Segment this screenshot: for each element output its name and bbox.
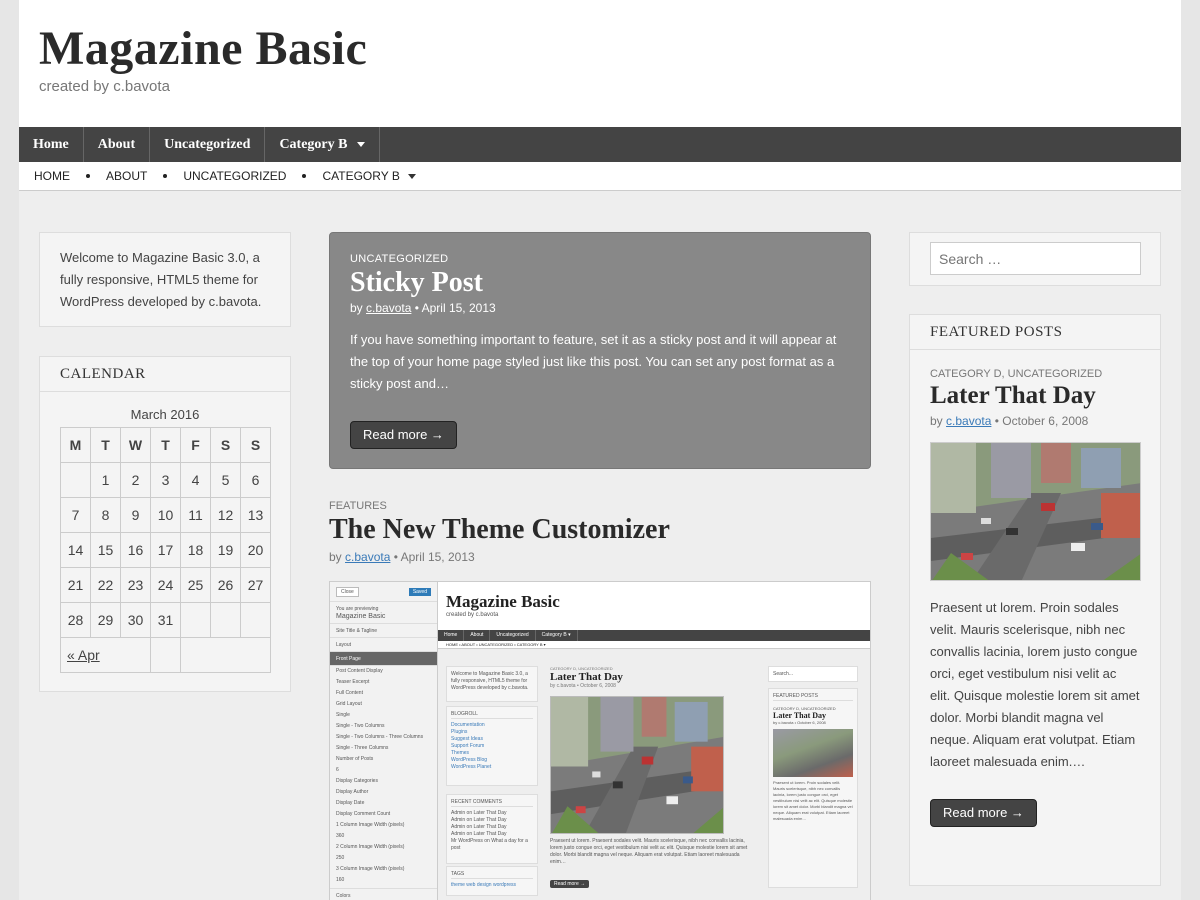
preview-blogroll-link: Documentation [451, 722, 485, 728]
featured-post-author[interactable]: c.bavota [946, 414, 992, 428]
post-author[interactable]: c.bavota [345, 550, 391, 564]
customizer-option: Grid Layout [336, 701, 362, 707]
customizer-option: Display Categories [336, 778, 378, 784]
preview-comment: Mr WordPress on What a day for a post [451, 838, 528, 851]
preview-blogroll-link: WordPress Blog [451, 757, 488, 763]
main-nav-about[interactable] [84, 127, 150, 162]
customizer-option: Display Author [336, 789, 369, 795]
calendar-day-header: S [241, 428, 271, 463]
preview-comment: Admin on Later That Day [451, 824, 507, 830]
preview-nav-item: About [464, 630, 490, 641]
calendar-day: 25 [181, 568, 211, 603]
calendar-week-row [61, 498, 271, 533]
main-nav-category-b[interactable] [265, 127, 380, 162]
preview-comments [446, 794, 538, 864]
preview-side-text: Praesent ut lorem. Proin sodales velit. Mauris scelerisque, nibh nec convallis lacinia, lorem justo congue orci, eget vestibulum nisi velit ac elit. Quisque molestie lorem sit amet dolor. Morbi blandit magna vel neque. Aliquam erat volutpat. Etiam laoreet malesuada enim… [773, 780, 853, 821]
calendar-nav-row [61, 638, 271, 673]
preview-blogroll-list [451, 722, 533, 771]
sub-nav [19, 162, 1181, 191]
calendar-day-header: F [181, 428, 211, 463]
sub-nav-category-b-label: CATEGORY B [322, 169, 400, 183]
calendar-day: 12 [211, 498, 241, 533]
calendar-widget [39, 356, 291, 692]
preview-blogroll-link: Support Forum [451, 743, 485, 749]
customizer-option: Display Date [336, 800, 365, 806]
preview-comment: Admin on Later That Day [451, 817, 507, 823]
featured-read-more-button[interactable]: Read more → [930, 799, 1037, 827]
calendar-caption: March 2016 [130, 407, 200, 422]
customizer-option: Single - Three Columns [336, 745, 389, 751]
preview-post-text: Praesent ut lorem. Praesent sodales velit. Mauris scelerisque, nibh nec convallis lacinia, lorem justo congue orci, eget vestibulum nisi velit ac elit. Quisque molestie lorem sit amet dolor. Morbi blandit magna vel neque. Aliquam erat volutpat. Etiam laoreet malesuada enim… [550, 838, 748, 865]
preview-header [438, 582, 870, 630]
preview-comment-list [451, 810, 533, 852]
site-header [19, 0, 1181, 127]
preview-blogroll [446, 706, 538, 786]
customizer-theme: Magazine Basic [336, 613, 386, 620]
sticky-post-author[interactable]: c.bavota [366, 301, 412, 315]
bullet-separator [86, 174, 90, 178]
customizer-option: Number of Posts [336, 756, 374, 762]
calendar-day: 27 [241, 568, 271, 603]
preview-nav-item: Category B ▾ [536, 630, 578, 641]
featured-post-date: • October 6, 2008 [994, 414, 1089, 428]
welcome-text: Welcome to Magazine Basic 3.0, a fully responsive, HTML5 theme for WordPress developed by c.bavota. [60, 250, 262, 309]
customizer-option: Display Comment Count [336, 811, 391, 817]
preview-comment: Admin on Later That Day [451, 810, 507, 816]
bullet-separator [302, 174, 306, 178]
customizer-row: Front Page [330, 652, 437, 666]
customizer-option: Post Content Display [336, 668, 383, 674]
calendar-table [60, 427, 271, 673]
sub-nav-about[interactable]: ABOUT [106, 169, 148, 183]
main-nav-home[interactable] [19, 127, 84, 162]
calendar-day-header: S [211, 428, 241, 463]
preview-nav-item: Uncategorized [490, 630, 535, 641]
calendar-day-header: W [121, 428, 151, 463]
welcome-text-widget [39, 232, 291, 327]
by-label: by [350, 301, 363, 315]
chevron-down-icon [408, 174, 416, 179]
preview-blogroll-link: Suggest Ideas [451, 736, 483, 742]
main-nav-category-b-label: Category B [279, 137, 348, 152]
calendar-day: 6 [241, 463, 271, 498]
calendar-day: 26 [211, 568, 241, 603]
calendar-day: 15 [91, 533, 121, 568]
preview-post-title: Later That Day [550, 671, 623, 683]
preview-city-image [550, 696, 724, 834]
calendar-next-cell [181, 638, 271, 673]
customizer-close: Close [336, 587, 359, 597]
calendar-day: 19 [211, 533, 241, 568]
calendar-day: 13 [241, 498, 271, 533]
customizer-option: 6 [336, 767, 339, 773]
featured-posts-title: FEATURED POSTS [910, 315, 1160, 350]
customizer-option: Single - Two Columns [336, 723, 385, 729]
sticky-post-title[interactable]: Sticky Post [350, 267, 483, 298]
calendar-day: 22 [91, 568, 121, 603]
preview-blogroll-link: Themes [451, 750, 470, 756]
city-image-svg [551, 697, 724, 834]
sticky-post [329, 232, 871, 469]
preview-site-title: Magazine Basic [446, 592, 560, 611]
featured-post-category[interactable]: CATEGORY D, UNCATEGORIZED [930, 368, 1103, 380]
customizer-option: Teaser Excerpt [336, 679, 370, 685]
customizer-option: 250 [336, 855, 345, 861]
calendar-day: 20 [241, 533, 271, 568]
preview-blogroll-link: Plugins [451, 729, 468, 735]
main-nav-uncategorized[interactable] [150, 127, 265, 162]
post-title[interactable]: The New Theme Customizer [329, 514, 670, 545]
preview-read-more: Read more → [550, 880, 589, 888]
calendar-day: 28 [61, 603, 91, 638]
preview-comments-title: RECENT COMMENTS [451, 799, 533, 807]
calendar-day: 10 [151, 498, 181, 533]
preview-blogroll-link: WordPress Planet [451, 764, 492, 770]
customizer-row: Layout [330, 638, 437, 652]
calendar-empty-cell [241, 603, 271, 638]
calendar-day: 18 [181, 533, 211, 568]
customizer-saved: Saved [409, 588, 431, 596]
customizer-previewing-label: You are previewing [336, 606, 379, 612]
by-label: by [329, 550, 342, 564]
calendar-day: 1 [91, 463, 121, 498]
customizer-option: Full Content [336, 690, 363, 696]
preview-site-desc: created by c.bavota [446, 612, 499, 618]
featured-post-image[interactable] [930, 442, 1141, 581]
preview-featured [768, 688, 858, 888]
post-category[interactable]: FEATURES [329, 500, 387, 512]
customizer-topbar [330, 582, 437, 602]
customizer-option: 160 [336, 877, 345, 883]
preview-side-cat: CATEGORY D, UNCATEGORIZED [773, 706, 836, 711]
customizer-panel [330, 582, 438, 900]
calendar-week-row [61, 568, 271, 603]
preview-nav-item: Home [438, 630, 464, 641]
chevron-down-icon [357, 142, 365, 147]
sticky-post-meta [350, 301, 850, 315]
preview-post-cat: CATEGORY D, UNCATEGORIZED [550, 666, 613, 671]
customizer-option: 1 Column Image Width (pixels) [336, 822, 405, 828]
post-meta [329, 550, 871, 564]
calendar-day: 30 [121, 603, 151, 638]
preview-search: Search... [768, 666, 858, 682]
calendar-pad [151, 638, 181, 673]
preview-tag-links: theme web design wordpress [451, 882, 517, 888]
preview-area [438, 582, 870, 900]
search-input[interactable] [930, 242, 1141, 275]
sticky-post-category[interactable]: UNCATEGORIZED [350, 253, 449, 265]
customizer-option: Single [336, 712, 350, 718]
main-nav-uncategorized-label: Uncategorized [164, 137, 251, 152]
featured-post-excerpt: Praesent ut lorem. Proin sodales velit. Mauris scelerisque, nibh nec convallis lacinia, lorem justo congue orci, eget vestibulum nisi velit ac elit. Quisque molestie lorem sit amet dolor. Morbi blandit magna vel neque. Aliquam erat volutpat. Etiam laoreet malesuada enim.… [930, 600, 1140, 769]
page [19, 0, 1181, 900]
preview-nav [438, 630, 870, 641]
customizer-option: 3 Column Image Width (pixels) [336, 866, 405, 872]
featured-posts-widget [909, 314, 1161, 886]
calendar-day: 4 [181, 463, 211, 498]
sticky-read-more-button[interactable]: Read more → [350, 421, 457, 449]
post-date: • April 15, 2013 [393, 550, 475, 564]
site-title[interactable]: Magazine Basic [39, 22, 368, 75]
preview-featured-title: FEATURED POSTS [773, 693, 853, 701]
customizer-option: Single - Two Columns - Three Columns [336, 734, 424, 740]
calendar-day: 21 [61, 568, 91, 603]
calendar-day: 17 [151, 533, 181, 568]
calendar-day: 3 [151, 463, 181, 498]
calendar-day: 7 [61, 498, 91, 533]
calendar-day: 9 [121, 498, 151, 533]
featured-post-meta [930, 414, 1140, 428]
bullet-separator [163, 174, 167, 178]
calendar-title: CALENDAR [40, 357, 290, 392]
calendar-week-row [61, 463, 271, 498]
main-nav [19, 127, 1181, 162]
calendar-day: 8 [91, 498, 121, 533]
post-featured-image[interactable] [329, 581, 871, 900]
main-nav-home-label: Home [33, 137, 69, 152]
calendar-day: 16 [121, 533, 151, 568]
main-nav-about-label: About [97, 137, 136, 152]
customizer-option: 2 Column Image Width (pixels) [336, 844, 405, 850]
sub-nav-home[interactable]: HOME [34, 169, 70, 183]
preview-side-meta: by c.bavota • October 6, 2008 [773, 720, 826, 725]
preview-side-image [773, 729, 853, 777]
featured-post-title[interactable]: Later That Day [930, 382, 1096, 409]
preview-side-title: Later That Day [773, 711, 827, 720]
preview-tags [446, 866, 538, 896]
calendar-prev-link[interactable]: « Apr [61, 638, 151, 673]
sticky-post-date: • April 15, 2013 [414, 301, 496, 315]
city-image-svg [931, 443, 1141, 581]
sub-nav-category-b[interactable] [322, 169, 415, 183]
calendar-empty-cell [181, 603, 211, 638]
calendar-day: 11 [181, 498, 211, 533]
calendar-header-row [61, 428, 271, 463]
preview-post-meta: by c.bavota • October 6, 2008 [550, 683, 616, 689]
calendar-empty-cell [211, 603, 241, 638]
customizer-options [330, 666, 437, 886]
calendar-day-header: M [61, 428, 91, 463]
preview-welcome: Welcome to Magazine Basic 3.0, a fully responsive, HTML5 theme for WordPress developed by c.bavota. [446, 666, 538, 702]
calendar-day: 14 [61, 533, 91, 568]
search-widget [909, 232, 1161, 286]
customizer-option: 360 [336, 833, 345, 839]
sticky-post-excerpt: If you have something important to feature, set it as a sticky post and it will appear at the top of your home page styled just like this post. You can set any post format as a sticky post and… [350, 332, 837, 391]
customizer-colors: Colors [330, 888, 437, 900]
calendar-day: 24 [151, 568, 181, 603]
calendar-day-header: T [91, 428, 121, 463]
featured-post [910, 350, 1160, 847]
by-label: by [930, 414, 943, 428]
calendar-week-row [61, 533, 271, 568]
customizer-row: Site Title & Tagline [330, 624, 437, 638]
calendar-day: 31 [151, 603, 181, 638]
calendar-empty-cell [61, 463, 91, 498]
preview-tags-title: TAGS [451, 871, 533, 879]
calendar-day: 2 [121, 463, 151, 498]
site-description: created by c.bavota [39, 78, 170, 95]
preview-post [550, 666, 754, 689]
post-theme-customizer [329, 500, 871, 564]
preview-comment: Admin on Later That Day [451, 831, 507, 837]
sub-nav-uncategorized[interactable]: UNCATEGORIZED [183, 169, 287, 183]
calendar-week-row [61, 603, 271, 638]
preview-subnav: HOME • ABOUT • UNCATEGORIZED • CATEGORY B ▾ [438, 641, 870, 649]
calendar-day: 5 [211, 463, 241, 498]
calendar-day-header: T [151, 428, 181, 463]
calendar-day: 29 [91, 603, 121, 638]
customizer-previewing [330, 602, 437, 624]
calendar-day: 23 [121, 568, 151, 603]
preview-blogroll-title: BLOGROLL [451, 711, 533, 719]
